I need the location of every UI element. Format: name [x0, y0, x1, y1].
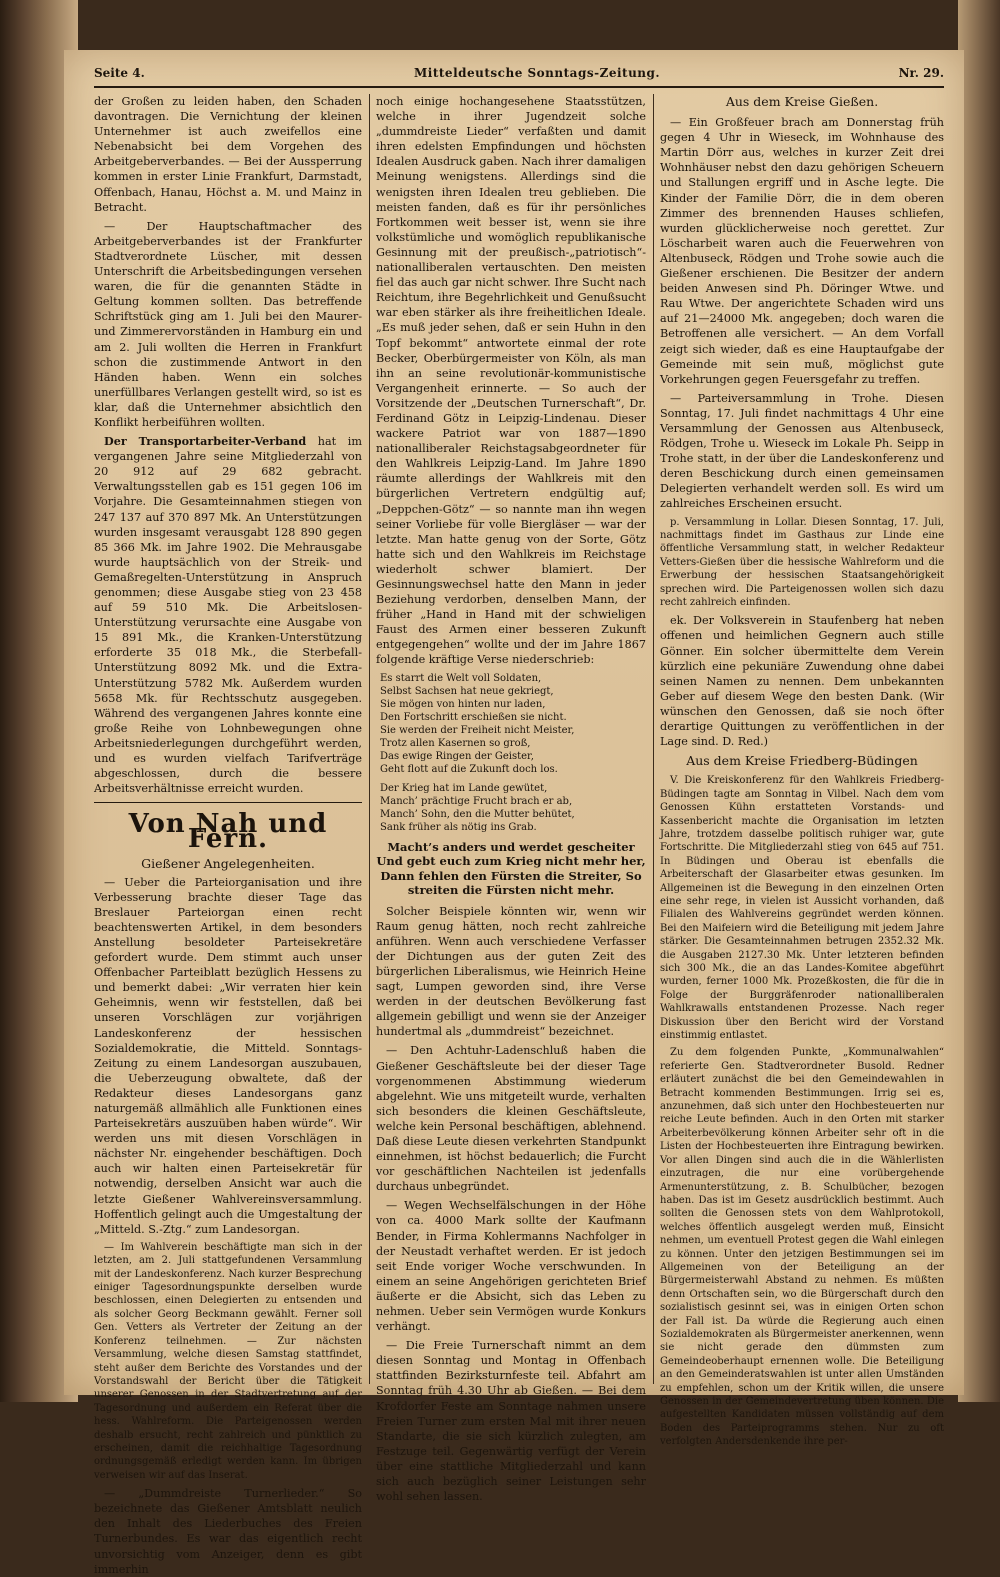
paragraph: Zu dem folgenden Punkte, „Kommunalwahlen“ referierte Gen. Stadtverordneter Busold. Redner erläutert zunächst die bei den Gemeindewahlen in Betracht kommenden Bestimmungen. Irrig sei es, anzunehmen, daß sich unter den Hochbesteuerten nur reiche Leute befinden. Auch in den Orten mit starker Arbeiterbevölkerung können Arbeiter sehr oft in die Listen der Hochbesteuerten ihre Eintragung bewirken. Vor allen Dingen sind auch die in die Wählerlisten einzutragen, die nur eine vorübergehende Armenunterstützung, z. B. Schulbücher, bezogen haben. Das ist im Gesetz ausdrücklich bestimmt. Auch sollten die Genossen stets von dem Wahlprotokoll, welches öffentlich ausgelegt werden muß, Einsicht nehmen, um eventuell Protest gegen die Wahl einlegen zu können. Unter den jetzigen Bestimmungen sei im Allgemeinen von der Beteiligung an der Bürgermeisterwahl Abstand zu nehmen. Es müßten denn Ortschaften sein, wo die Bürgerschaft durch den sozialistisch gesinnt sei, was in einigen Orten schon der Fall ist. Da würde die Regierung auch einen Sozialdemokraten als Bürgermeister anerkennen, wenn sie nicht gerade den dümmsten zum Gemeindeoberhaupt ernennen wolle. Die Beteiligung an den Gemeinderatswahlen ist unter allen Umständen zu empfehlen, schon um der Kritik willen, die unsere Genossen in der Gemeindevertretung üben können. Die aufgestellten Kandidaten müssen vollständig auf dem Boden des Parteiprogramms stehen. Nur zu oft verfolgten Andersdenkende ihre per-	[660, 1047, 944, 1448]
section-title: Von Nah und Fern.	[128, 809, 328, 855]
header-rule	[94, 86, 944, 88]
paragraph: Solcher Beispiele könnten wir, wenn wir Raum genug hätten, noch recht zahlreiche anführen. Wenn auch verschiedene Verfasser der Dichtungen aus der guten Zeit des bürgerlichen Liberalismus, wie Heinrich Heine sagt, Lumpen geworden sind, ihre Verse werden in der deutschen Bevölkerung fast allgemein gebilligt und wenn sie der Anzeiger hundertmal als „dummdreist“ bezeichnet.	[376, 904, 646, 1039]
page-header	[94, 62, 944, 86]
paragraph: — Der Hauptschaftmacher des Arbeitgeberverbandes ist der Frankfurter Stadtverordnete Lüscher, mit dessen Unterschrift die Arbeitsbedingungen versehen waren, die für die genannten Städte in Geltung kommen sollten. Das betreffende Schriftstück ging am 1. Juli bei den Maurer- und Zimmerervorständen in Hamburg ein und am 2. Juli wollten die Herren in Frankfurt schon die zustimmende Antwort in den Händen haben. Wenn ein solches unerfüllbares Verlangen gestellt wird, so ist es klar, daß die Unternehmer absichtlich den Konflikt herbeiführen wollten.	[94, 219, 362, 429]
paragraph: — Parteiversammlung in Trohe. Diesen Sonntag, 17. Juli findet nachmittags 4 Uhr eine Versammlung der Genossen aus Altenbuseck, Rödgen, Trohe u. Wieseck im Lokale Ph. Seipp in Trohe statt, in der über die Landeskonferenz und deren Beschickung durch einen gemeinsamen Delegierten verhandelt werden soll. Es wird um zahlreiches Erscheinen ersucht.	[660, 391, 944, 511]
paragraph: — Den Achtuhr-Ladenschluß haben die Gießener Geschäftsleute bei der dieser Tage vorgenommenen Abstimmung wiederum abgelehnt. Wie uns mitgeteilt wurde, verhalten sich besonders die kleinen Geschäftsleute, welche kein Personal beschäftigen, ablehnend. Daß diese Leute diesen verkehrten Standpunkt einnehmen, ist höchst bedauerlich; die Furcht vor geschäftlichen Nachteilen ist jedenfalls durchaus unbegründet.	[376, 1044, 646, 1194]
paragraph: der Großen zu leiden haben, den Schaden davontragen. Die Vernichtung der kleinen Unternehmer ist auch zweifellos eine Nebenabsicht bei dem Vorgehen des Arbeitgeberverbandes. — Bei der Aussperrung kommen in erster Linie Frankfurt, Darmstadt, Offenbach, Hanau, Höchst a. M. und Mainz in Betracht.	[94, 95, 362, 214]
column-separator	[653, 94, 654, 1384]
paragraph: — Wegen Wechselfälschungen in der Höhe von ca. 4000 Mark sollte der Kaufmann Bender, in Firma Kohlermanns Nachfolger in der Neustadt verhaftet werden. Er ist jedoch seit Ende voriger Woche verschwunden. In einem an seine Angehörigen gerichteten Brief äußerte er die Absicht, sich das Leben zu nehmen. Ueber sein Vermögen wurde Konkurs verhängt.	[376, 1199, 646, 1334]
poem-line: Den Fortschritt erschießen sie nicht.	[380, 711, 567, 723]
poem-line: Sank früher als nötig ins Grab.	[380, 821, 537, 833]
paragraph: p. Versammlung in Lollar. Diesen Sonntag, 17. Juli, nachmittags findet im Gasthaus zur Linde eine öffentliche Versammlung statt, in welcher Redakteur Vetters-Gießen über die hessische Wahlreform und die Erwerbung der hessischen Staatsangehörigkeit sprechen wird. Die Parteigenossen wollen sich dazu recht zahlreich einfinden.	[660, 516, 944, 608]
poem-stanza-2	[380, 782, 646, 834]
poem-line: Trotz allen Kasernen so groß,	[380, 737, 531, 749]
poem-line: Manch’ prächtige Frucht brach er ab,	[380, 795, 573, 807]
section-heading: Aus dem Kreise Gießen.	[725, 94, 879, 109]
column-separator	[369, 94, 370, 1384]
column-1	[94, 94, 362, 1576]
paragraph	[94, 434, 362, 796]
paragraph: — Im Wahlverein beschäftigte man sich in der letzten, am 2. Juli stattgefundenen Versammlung mit der Landeskonferenz. Nach kurzer Besprechung einiger Tagesordnungspunkte derselben wurde beschlossen, einen Delegierten zu entsenden und als solcher Georg Beckmann gewählt. Ferner soll Gen. Vetters als Vertreter der Zeitung an der Konferenz teilnehmen. — Zur nächsten Versammlung, welche diesen Samstag stattfindet, steht außer dem Berichte des Vorstandes und der Vorstandswahl der Bericht über die Tätigkeit unserer Genossen in der Stadtvertretung auf der Tagesordnung und außerdem ein Referat über die hess. Wahlreform. Die Parteigenossen werden deshalb ersucht, recht zahlreich und pünktlich zu erscheinen, damit die reichhaltige Tagesordnung ordnungsgemäß erledigt werden kann. Im übrigen verweisen wir auf das Inserat.	[94, 1241, 362, 1481]
poem-line: Der Krieg hat im Lande gewütet,	[380, 782, 548, 794]
subheading: Gießener Angelegenheiten.	[141, 855, 315, 871]
poem-line: Selbst Sachsen hat neue gekriegt,	[380, 685, 554, 697]
paragraph: — Ueber die Parteiorganisation und ihre Verbesserung brachte dieser Tage das Breslauer Parteiorgan einen recht beachtenswerten Artikel, in dem besonders Anstellung besoldeter Parteisekretäre gefordert wurde. Dem stimmt auch unser Offenbacher Parteiblatt bezüglich Hessens zu und bemerkt dabei: „Wir verraten hier kein Geheimnis, wenn wir feststellen, daß bei unseren Vorschlägen zur vorjährigen Landeskonferenz der hessischen Sozialdemokratie, die Mitteld. Sonntags-Zeitung zu einem Landesorgan auszubauen, die Ueberzeugung obwaltete, daß der Redakteur dieses Landesorgans ganz naturgemäß allmählich alle Funktionen eines Parteisekretärs auszuüben haben würde“. Wir werden uns mit diesen Vorschlägen in nächster Nr. eingehender beschäftigen. Doch auch wir halten einen Parteisekretär für notwendig, derselben Ansicht war auch die letzte Gießener Wahlvereinsversammlung. Hoffentlich gelingt auch die Umgestaltung der „Mitteld. S.-Ztg.“ zum Landesorgan.	[94, 875, 362, 1236]
column-2	[376, 94, 646, 1504]
section-rule	[94, 802, 362, 803]
poem-line: Sie mögen von hinten nur laden,	[380, 698, 546, 710]
bold-verse: Macht’s anders und werdet gescheiter Und gebt euch zum Krieg nicht mehr her, Dann fehlen den Fürsten die Streiter, So streiten die Fürsten nicht mehr.	[376, 839, 646, 898]
adjacent-page-edge	[958, 0, 1000, 1402]
poem-stanza-1	[380, 672, 646, 776]
newspaper-page	[64, 50, 964, 1576]
paragraph: noch einige hochangesehene Staatsstützen, welche in ihrer Jugendzeit solche „dummdreiste Lieder“ verfaßten und damit ihren edelsten Empfindungen und höchsten Idealen Ausdruck gaben. Nach ihrer damaligen Meinung wenigstens. Allerdings sind die wenigsten ihren Idealen treu geblieben. Die meisten fanden, daß es für ihr persönliches Fortkommen weit besser ist, wenn sie ihre volkstümliche und womöglich republikanische Gesinnung mit der preußisch-„patriotisch“-nationalliberalen vertauschten. Den meisten fiel das auch gar nicht schwer. Ihre Sucht nach Reichtum, ihre Begehrlichkeit und Genußsucht war eben stärker als ihre freiheitlichen Ideale. „Es muß jeder sehen, daß er sein Huhn in den Topf bekommt“ antwortete einmal der rote Becker, Oberbürgermeister von Köln, als man ihn an seine revolutionär-kommunistische Vergangenheit erinnerte. — So auch der Vorsitzende der „Deutschen Turnerschaft“, Dr. Ferdinand Götz in Leipzig-Lindenau. Dieser wackere Patriot war von 1887—1890 nationalliberaler Reichstagsabgeordneter für den Wahlkreis Leipzig-Land. Im Jahre 1890 räumte allerdings der Wahlkreis mit den bürgerlichen Vertretern endgültig auf; „Deppchen-Götz“ — so nannte man ihn wegen seiner Vorliebe für volle Biergläser — war der letzte. Man hatte genug von der Sorte, Götz hatte sich und den Wahlkreis im Reichstage wiederholt schwer blamiert. Der Gesinnungswechsel hatte den Mann in jeder Beziehung verdorben, denselben Mann, der früher „Hand in Hand mit der schwieligen Faust des Armen einer besseren Zukunft entgegengehen“ wollte und der im Jahre 1867 folgende kräftige Verse niederschrieb:	[376, 95, 646, 667]
column-3	[660, 94, 944, 1448]
paragraph: — „Dummdreiste Turnerlieder.“ So bezeichnete das Gießener Amtsblatt neulich den Inhalt des Liederbuches des Freien Turnerbundes. Es war das eigentlich recht unvorsichtig vom Anzeiger, denn es gibt immerhin	[94, 1487, 362, 1576]
bold-lead: Der Transportarbeiter-Verband	[104, 434, 307, 449]
paragraph: — Ein Großfeuer brach am Donnerstag früh gegen 4 Uhr in Wieseck, im Wohnhause des Martin Dörr aus, welches in kurzer Zeit drei Wohnhäuser nebst den dazu gehörigen Scheuern und Stallungen ergriff und in Asche legte. Die Kinder der Familie Dörr, die in dem oberen Zimmer des brennenden Hauses schliefen, wurden glücklicherweise noch gerettet. Zur Löscharbeit waren auch die Feuerwehren von Altenbuseck, Rödgen und Trohe sowie auch die Gießener erschienen. Die Besitzer der andern beiden Anwesen sind Ph. Döringer Wtwe. und Rau Wtwe. Der angerichtete Schaden wird uns auf 21—24000 Mk. angegeben; doch waren die Betroffenen alle versichert. — An dem Vorfall zeigt sich wieder, daß es eine Hauptaufgabe der Gemeinde mit sein muß, möglichst gute Vorkehrungen gegen Feuersgefahr zu treffen.	[660, 116, 944, 386]
poem-line: Sie werden der Freiheit nicht Meister,	[380, 724, 575, 736]
newspaper-title: Mitteldeutsche Sonntags-Zeitung.	[414, 66, 661, 80]
poem-line: Es starrt die Welt voll Soldaten,	[380, 672, 542, 684]
paragraph: — Die Freie Turnerschaft nimmt an dem diesen Sonntag und Montag in Offenbach stattfinden Bezirksturnfeste teil. Abfahrt am Sonntag früh 4.30 Uhr ab Gießen. — Bei dem Krofdorfer Feste am Sonntage nahmen unsere Freien Turner zum ersten Mal mit ihrer neuen Standarte, die sie sich kürzlich zulegten, am Festzuge teil. Gegenwärtig verfügt der Verein über eine stattliche Mitgliederzahl und kann sich auch bezüglich seiner Leistungen sehr wohl sehen lassen.	[376, 1339, 646, 1504]
issue-number: Nr. 29.	[898, 66, 944, 80]
poem-line: Manch’ Sohn, den die Mutter behütet,	[380, 808, 575, 820]
paragraph: ek. Der Volksverein in Staufenberg hat neben offenen und heimlichen Gegnern auch stille Gönner. Ein solcher übermittelte dem Verein kürzlich eine pekuniäre Zuwendung ohne dabei seinen Namen zu nennen. Dem unbekannten Geber auf diesem Wege den besten Dank. (Wir wünschen den Genossen, daß sie noch öfter derartige Quittungen zu veröffentlichen in der Lage sind. D. Red.)	[660, 614, 944, 749]
poem-line: Geht flott auf die Zukunft doch los.	[380, 763, 558, 775]
poem-line: Das ewige Ringen der Geister,	[380, 750, 534, 762]
paragraph-text: hat im vergangenen Jahre seine Mitgliederzahl von 20 912 auf 29 682 gebracht. Verwaltungsstellen gab es 151 gegen 106 im Vorjahre. Die Gesamteinnahmen stiegen von 247 137 auf 370 897 Mk. An Unterstützungen wurden insgesamt verausgabt 128 890 gegen 85 366 Mk. im Jahre 1902. Die Mehrausgabe wurde hauptsächlich von der Streik- und Gemaßregelten-Unterstützung in Anspruch genommen; diese Ausgabe stieg von 23 458 auf 59 510 Mk. Die Arbeitslosen-Unterstützung verursachte eine Ausgabe von 15 891 Mk., die Kranken-Unterstützung erforderte 35 018 Mk., die Sterbefall-Unterstützung 8092 Mk. und die Extra-Unterstützung 5782 Mk. Außerdem wurden 5658 Mk. für Rechtsschutz ausgegeben. Während des vergangenen Jahres konnte eine große Reihe von Lohnbewegungen ohne Arbeitsniederlegungen durchgeführt werden, und es wurden vielfach Tarifverträge abgeschlossen, durch die bessere Arbeitsverhältnisse erreicht wurden.	[94, 435, 362, 796]
page-number-left: Seite 4.	[94, 66, 145, 80]
section-heading: Aus dem Kreise Friedberg-Büdingen	[686, 753, 918, 769]
paragraph: V. Die Kreiskonferenz für den Wahlkreis Friedberg-Büdingen tagte am Sonntag in Vilbel. Nach dem vom Genossen Kühn erstatteten Vorstands- und Kassenbericht machte die Organisation im letzten Jahre, trotzdem dasselbe politisch ruhiger war, gute Fortschritte. Die Mitgliederzahl stieg von 645 auf 751. In Büdingen und Oberau ist ebenfalls die Arbeiterschaft der Glasarbeiter etwas gesunken. Im Allgemeinen ist die Bewegung in den einzelnen Orten eine sehr rege, in vielen ist Aussicht vorhanden, daß Filialen des Wahlvereins gegründet werden können. Bei den Maifeiern wird die Beteiligung mit jedem Jahre stärker. Die Gesamteinnahmen betrugen 2352.32 Mk. die Ausgaben 2127.30 Mk. Unter letzteren befinden sich 300 Mk., die an das Landes-Komitee abgeführt wurden, ferner 1000 Mk. Prozeßkosten, die für die in Folge der Burggräfenroder nationalliberalen Wahlkrawalls entstandenen Prozesse. Nach reger Diskussion über den Bericht wird der Vorstand einstimmig entlastet.	[660, 775, 944, 1042]
